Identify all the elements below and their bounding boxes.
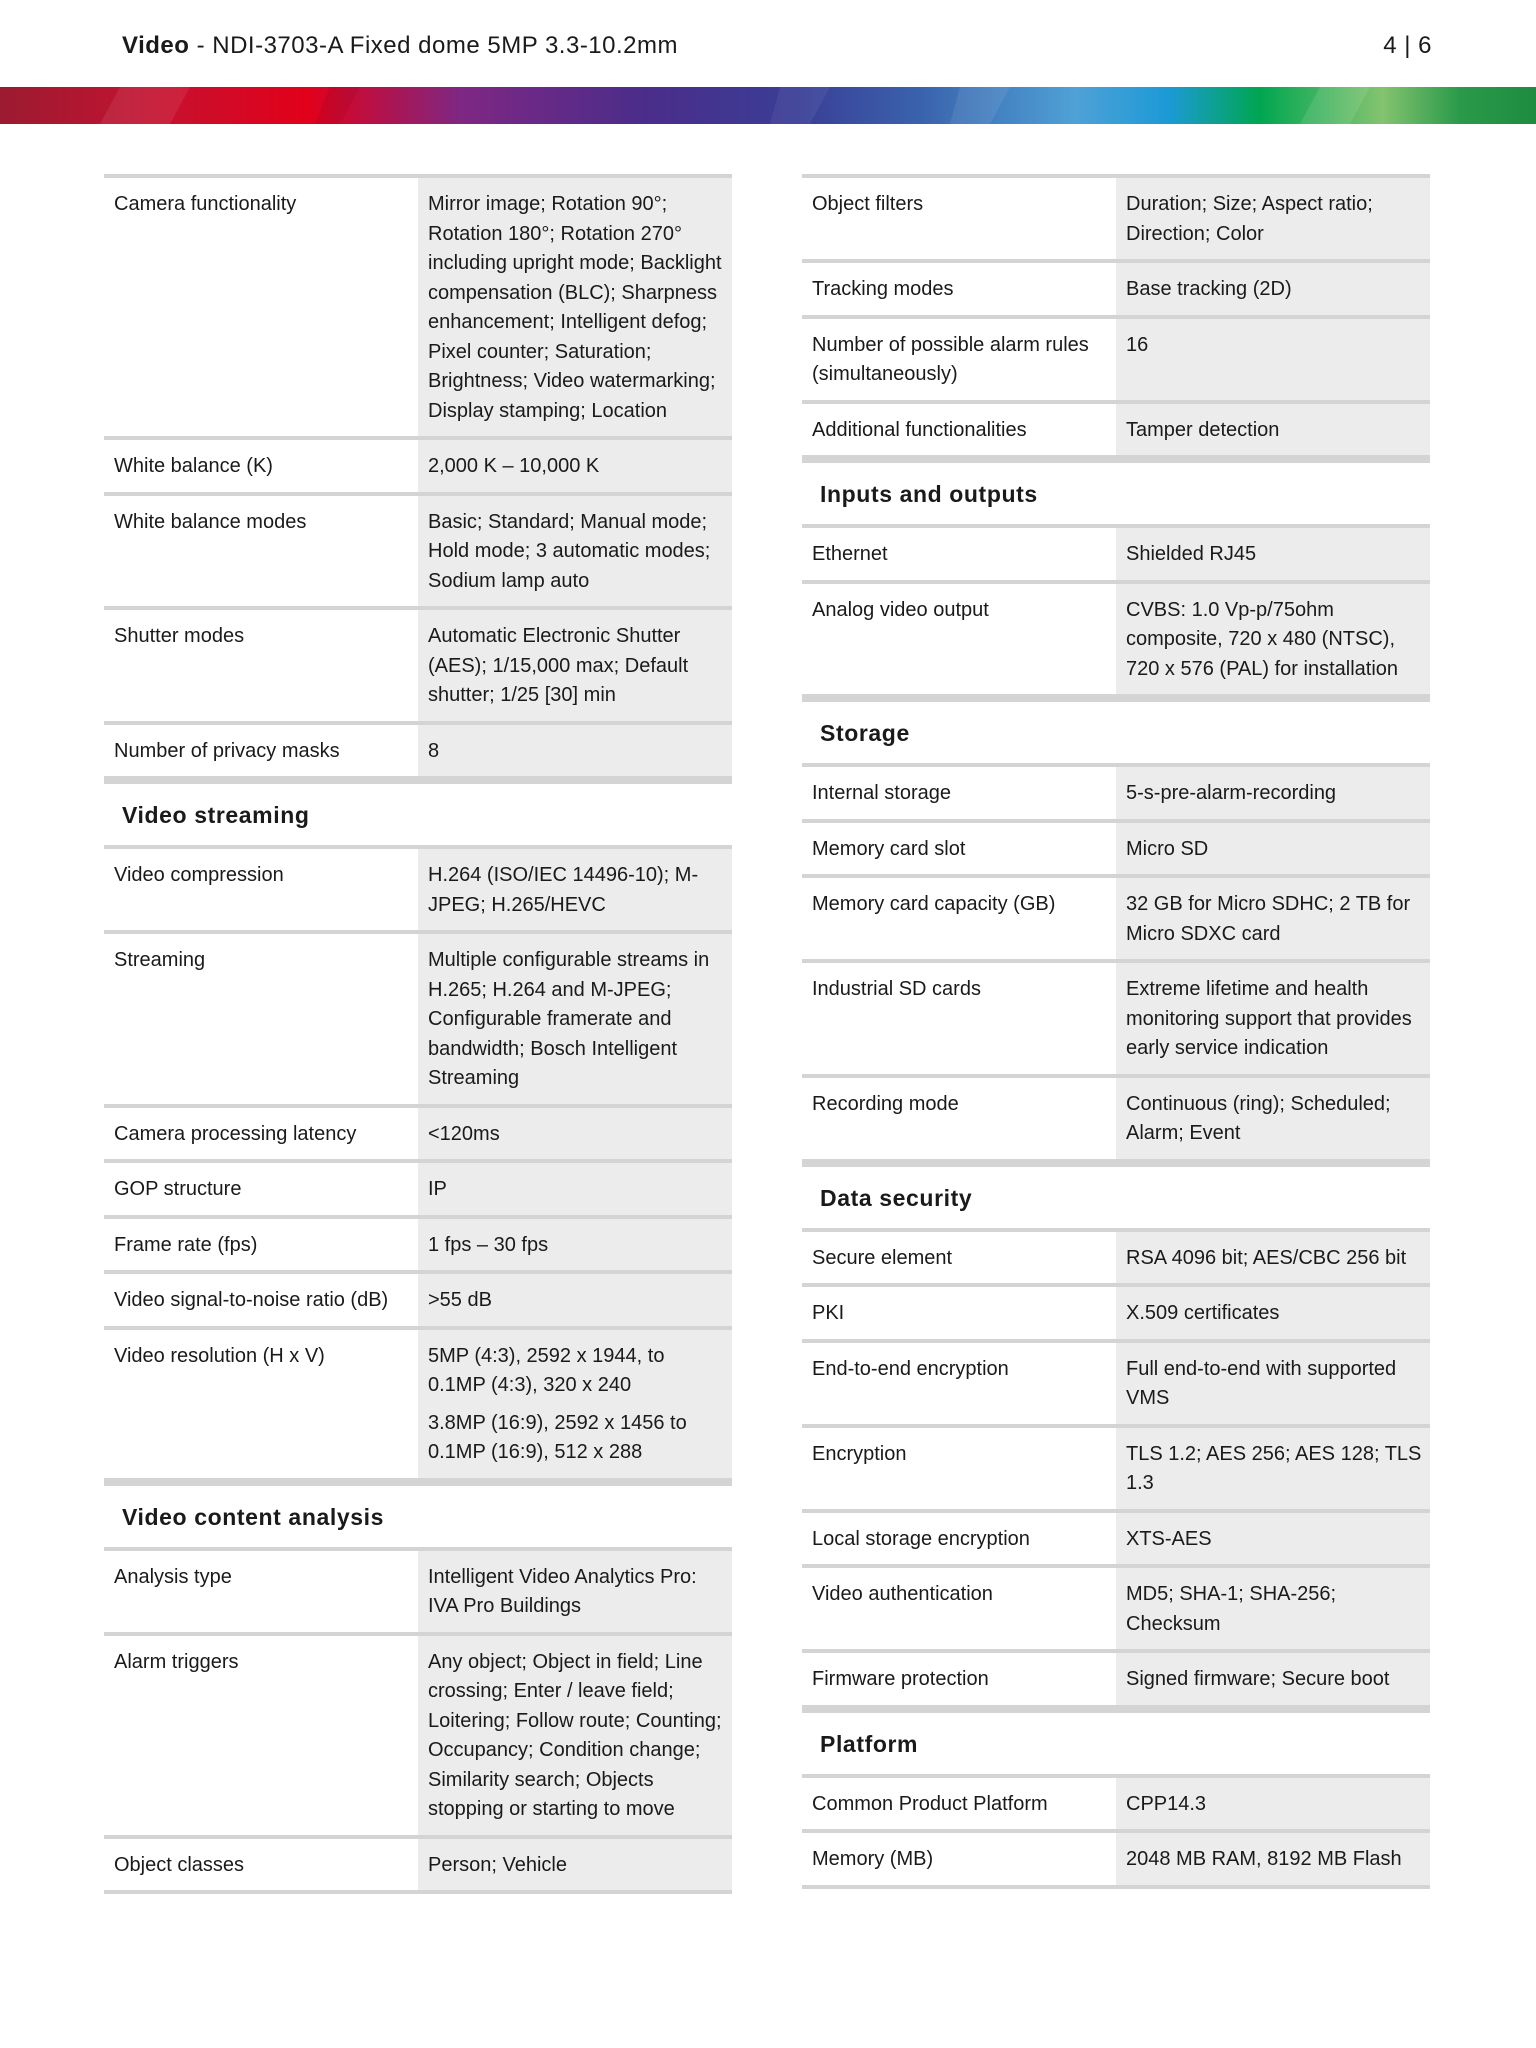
spec-value: [418, 440, 732, 492]
spec-value: [1116, 263, 1430, 315]
spec-row: [104, 1270, 732, 1326]
spec-label: White balance modes: [104, 496, 418, 607]
product-name: NDI-3703-A Fixed dome 5MP 3.3-10.2mm: [212, 32, 678, 59]
spec-row: [802, 400, 1430, 460]
spec-value: [418, 610, 732, 721]
left-spec-column: [104, 174, 732, 1894]
spec-value-line: CPP14.3: [1126, 1792, 1207, 1815]
spec-label: Object filters: [802, 178, 1116, 259]
spec-value: [1116, 1653, 1430, 1705]
spec-label: Object classes: [104, 1839, 418, 1891]
spec-value-line: Tamper detection: [1126, 418, 1280, 441]
spec-row: [104, 845, 732, 930]
spec-row: [802, 1829, 1430, 1889]
spec-label: Video compression: [104, 849, 418, 930]
spec-value-line: Automatic Electronic Shutter (AES); 1/15,000 max; Default shutter; 1/25 [30] min: [428, 625, 689, 706]
spec-value-line: CVBS: 1.0 Vp-p/75ohm composite, 720 x 480 (NTSC), 720 x 576 (PAL) for installation: [1126, 598, 1399, 680]
spec-value: [1116, 319, 1430, 400]
spec-row: [104, 1632, 732, 1835]
spec-value-line: 1 fps – 30 fps: [428, 1233, 549, 1256]
spec-row: [802, 580, 1430, 699]
spec-label: Secure element: [802, 1232, 1116, 1284]
spec-label: Ethernet: [802, 528, 1116, 580]
section-heading-video-streaming: Video streaming: [104, 780, 732, 845]
spec-label: Number of privacy masks: [104, 725, 418, 777]
spec-label: Firmware protection: [802, 1653, 1116, 1705]
title-separator: -: [189, 32, 213, 59]
spec-value: [1116, 1833, 1430, 1885]
spec-row: [802, 819, 1430, 875]
spec-row: [802, 763, 1430, 819]
spec-value: [418, 178, 732, 436]
spec-row: [802, 1424, 1430, 1509]
spec-row: [802, 1509, 1430, 1565]
section-heading-data-security: Data security: [802, 1163, 1430, 1228]
spec-value-line: XTS-AES: [1126, 1527, 1212, 1550]
spec-value-line: 8: [428, 739, 440, 762]
spec-value-line: Continuous (ring); Scheduled; Alarm; Event: [1126, 1092, 1391, 1144]
spec-value-line: IP: [428, 1178, 447, 1200]
spec-label: End-to-end encryption: [802, 1343, 1116, 1424]
spec-label: Additional functionalities: [802, 404, 1116, 456]
spec-value-line: Mirror image; Rotation 90°; Rotation 180°; Rotation 270° including upright mode; Backlight compensation (BLC); Sharpness enhancement; Intelligent defog; Pixel counter; Saturation; Brightness; Video watermarking; Display stamping; Location: [428, 193, 722, 422]
spec-value-line: Multiple configurable streams in H.265; H.264 and M-JPEG; Configurable framerate and bandwidth; Bosch Intelligent Streaming: [428, 949, 710, 1089]
spec-row: [104, 1159, 732, 1215]
spec-value-line: Duration; Size; Aspect ratio; Direction; Color: [1126, 193, 1373, 245]
section-heading-inputs-and-outputs: Inputs and outputs: [802, 459, 1430, 524]
spec-value: [418, 849, 732, 930]
spec-value: [1116, 767, 1430, 819]
spec-value: [418, 1839, 732, 1891]
spec-value-line: Intelligent Video Analytics Pro: IVA Pro Buildings: [428, 1565, 697, 1617]
spec-row: [104, 930, 732, 1104]
spec-row: [104, 492, 732, 607]
spec-value: [418, 1108, 732, 1160]
spec-label: Camera processing latency: [104, 1108, 418, 1160]
spec-value: [1116, 963, 1430, 1074]
spec-row: [104, 721, 732, 781]
spec-value-line: Person; Vehicle: [428, 1853, 567, 1876]
spec-value: [1116, 1778, 1430, 1830]
brand-color-band: [0, 87, 1536, 124]
spec-label: Encryption: [802, 1428, 1116, 1509]
spec-value-line: Full end-to-end with supported VMS: [1126, 1357, 1397, 1409]
spec-value: [1116, 823, 1430, 875]
spec-value: [1116, 1428, 1430, 1509]
spec-label: Memory (MB): [802, 1833, 1116, 1885]
spec-row: [802, 524, 1430, 580]
spec-label: PKI: [802, 1287, 1116, 1339]
spec-label: Video authentication: [802, 1568, 1116, 1649]
spec-label: Recording mode: [802, 1078, 1116, 1159]
spec-value-line: H.264 (ISO/IEC 14496-10); M-JPEG; H.265/HEVC: [428, 864, 699, 916]
spec-value: [1116, 1568, 1430, 1649]
spec-value-line: TLS 1.2; AES 256; AES 128; TLS 1.3: [1126, 1442, 1422, 1494]
spec-value: [418, 1636, 732, 1835]
spec-label: Industrial SD cards: [802, 963, 1116, 1074]
spec-value-line: 2048 MB RAM, 8192 MB Flash: [1126, 1848, 1402, 1870]
spec-row: [802, 259, 1430, 315]
spec-value: [1116, 404, 1430, 456]
spec-value-line: Shielded RJ45: [1126, 543, 1257, 565]
spec-value: [418, 496, 732, 607]
spec-label: Tracking modes: [802, 263, 1116, 315]
spec-label: Alarm triggers: [104, 1636, 418, 1835]
spec-value-line: Micro SD: [1126, 837, 1209, 860]
spec-value: [418, 1274, 732, 1326]
spec-value: [1116, 1232, 1430, 1284]
spec-value: [418, 725, 732, 777]
spec-value-line: 16: [1126, 333, 1149, 356]
spec-value-line: Any object; Object in field; Line crossing; Enter / leave field; Loitering; Follow route; Counting; Occupancy; Condition change; Similarity search; Objects stopping or starting to move: [428, 1650, 722, 1820]
spec-value: [1116, 878, 1430, 959]
spec-row: [104, 1835, 732, 1895]
spec-row: [104, 174, 732, 436]
spec-row: [802, 874, 1430, 959]
spec-value-line: <120ms: [428, 1122, 500, 1145]
spec-row: [104, 436, 732, 492]
section-heading-video-content-analysis: Video content analysis: [104, 1482, 732, 1547]
spec-row: [802, 1074, 1430, 1163]
spec-row: [802, 1649, 1430, 1709]
spec-label: Frame rate (fps): [104, 1219, 418, 1271]
spec-value-line: 5-s-pre-alarm-recording: [1126, 782, 1337, 804]
spec-value-line: 3.8MP (16:9), 2592 x 1456 to 0.1MP (16:9), 512 x 288: [428, 1411, 687, 1463]
spec-label: GOP structure: [104, 1163, 418, 1215]
spec-label: Memory card slot: [802, 823, 1116, 875]
spec-value: [418, 1163, 732, 1215]
spec-value: [1116, 1287, 1430, 1339]
spec-label: Analysis type: [104, 1551, 418, 1632]
spec-label: Memory card capacity (GB): [802, 878, 1116, 959]
spec-row: [802, 174, 1430, 259]
document-section: Video: [122, 32, 190, 59]
spec-value-line: 5MP (4:3), 2592 x 1944, to 0.1MP (4:3), 320 x 240: [428, 1344, 665, 1396]
page-header: [122, 32, 1432, 68]
spec-value: [418, 1219, 732, 1271]
spec-label: Camera functionality: [104, 178, 418, 436]
spec-value-line: 32 GB for Micro SDHC; 2 TB for Micro SDXC card: [1126, 893, 1411, 945]
spec-row: [104, 1547, 732, 1632]
spec-value-line: Basic; Standard; Manual mode; Hold mode; 3 automatic modes; Sodium lamp auto: [428, 510, 711, 592]
section-heading-platform: Platform: [802, 1709, 1430, 1774]
spec-label: Local storage encryption: [802, 1513, 1116, 1565]
spec-row: [802, 1774, 1430, 1830]
spec-row: [104, 1215, 732, 1271]
spec-value-line: X.509 certificates: [1126, 1302, 1280, 1324]
spec-label: Common Product Platform: [802, 1778, 1116, 1830]
spec-label: Video resolution (H x V): [104, 1330, 418, 1478]
section-heading-storage: Storage: [802, 698, 1430, 763]
spec-value-line: 2,000 K – 10,000 K: [428, 455, 600, 477]
spec-label: Shutter modes: [104, 610, 418, 721]
spec-value-line: >55 dB: [428, 1289, 492, 1311]
spec-value: [1116, 1078, 1430, 1159]
spec-value: [1116, 584, 1430, 695]
spec-value: [1116, 528, 1430, 580]
spec-value-line: Signed firmware; Secure boot: [1126, 1668, 1390, 1690]
spec-row: [802, 959, 1430, 1074]
spec-value: [418, 1330, 732, 1478]
right-spec-column: [802, 174, 1430, 1889]
spec-label: Analog video output: [802, 584, 1116, 695]
spec-label: Streaming: [104, 934, 418, 1104]
spec-value: [418, 934, 732, 1104]
document-title: [122, 32, 678, 60]
spec-label: Number of possible alarm rules (simultaneously): [802, 319, 1116, 400]
page-number: 4 | 6: [1383, 32, 1432, 59]
spec-value: [1116, 178, 1430, 259]
spec-row: [104, 606, 732, 721]
spec-row: [802, 1339, 1430, 1424]
spec-label: Internal storage: [802, 767, 1116, 819]
spec-value-line: Extreme lifetime and health monitoring support that provides early service indication: [1126, 978, 1412, 1059]
spec-value: [1116, 1343, 1430, 1424]
spec-row: [802, 315, 1430, 400]
spec-value-line: MD5; SHA-1; SHA-256; Checksum: [1126, 1583, 1337, 1635]
spec-value-line: Base tracking (2D): [1126, 278, 1292, 300]
spec-value: [1116, 1513, 1430, 1565]
spec-label: Video signal-to-noise ratio (dB): [104, 1274, 418, 1326]
spec-label: White balance (K): [104, 440, 418, 492]
spec-row: [104, 1326, 732, 1482]
spec-value: [418, 1551, 732, 1632]
spec-row: [802, 1228, 1430, 1284]
spec-row: [802, 1283, 1430, 1339]
spec-row: [802, 1564, 1430, 1649]
spec-value-line: RSA 4096 bit; AES/CBC 256 bit: [1126, 1246, 1407, 1269]
spec-row: [104, 1104, 732, 1160]
